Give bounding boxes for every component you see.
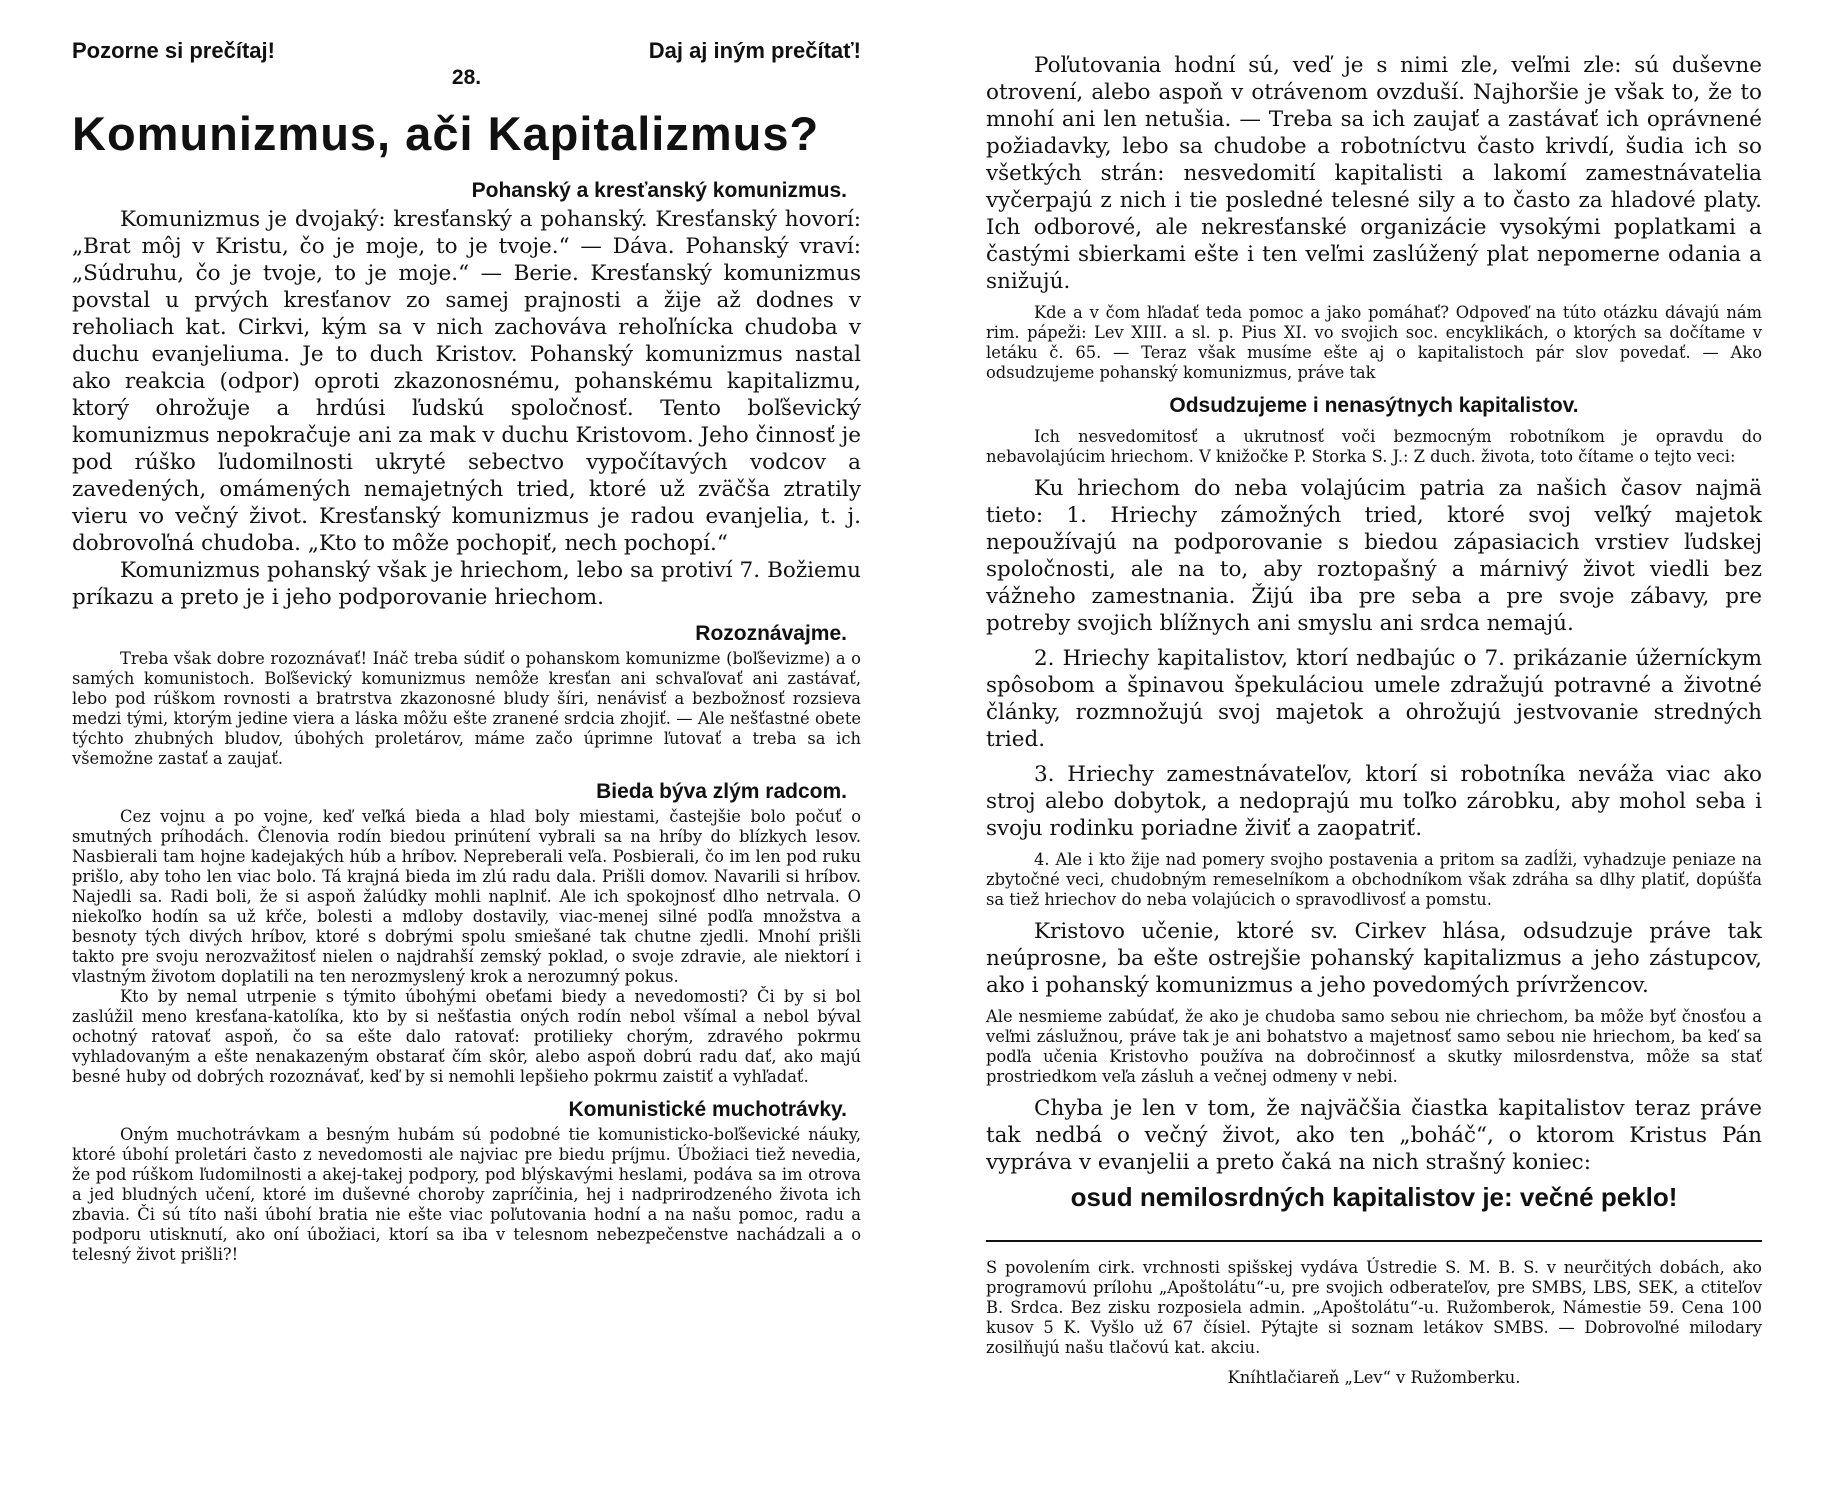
heading-poverty-bad-advisor: Bieda býva zlým radcom. xyxy=(596,780,847,803)
paragraph-mushrooms-story: Cez vojnu a po vojne, keď veľká bieda a hlad boly miestami, častejšie bolo počuť o smutných príhodách. Členovia rodín biedou prinútení vybrali sa na hríby do blízkych lesov. Nasbierali tam hojne kadejakých húb a hríbov. Nepreberali veľa. Posbierali, čo im len pod ruku prišlo, aby toho len viac bolo. Tá krajná bieda im zlú radu dala. Prišli domov. Navarili si hríbov. Najedli sa. Radi boli, že si aspoň žalúdky mohli naplniť. Ale ich spokojnosť dlho netrvala. O niekoľko hodín sa už kŕče, bolesti a mdloby dostavily, viac-menej silné podľa množstva a besnoty tých divých hríbov, ktoré s dobrými spolu smiešané tak chutne zjedli. Mnohí prišli takto pre svoju nerozvažitosť nielen o najdrahší zemský poklad, o svoje zdravie, ale niektorí i vlastným životom doplatili na ten nerozmyslený krok a nerozumný pokus. xyxy=(72,807,861,986)
heading-communist-toadstools: Komunistické muchotrávky. xyxy=(568,1098,847,1121)
paragraph-sin-employers: 3. Hriechy zamestnávateľov, ktorí si robotníka neváža viac ako stroj alebo dobytok, a nedoprajú mu toľko zárobku, aby mohol seba i svoju rodinku poriadne živiť a zaopatriť. xyxy=(986,762,1762,841)
leaflet-number: 28. xyxy=(451,66,482,89)
paragraph-fault: Chyba je len v tom, že najväčšia čiastka kapitalistov teraz práve tak nedbá o večný život, ako ten „boháč“, o ktorom Kristus Pán vypráva v evanjelii a preto čaká na nich strašný koniec: xyxy=(986,1096,1762,1175)
printer-imprint: Kníhtlačiareň „Lev“ v Ružomberku. xyxy=(1227,1368,1521,1387)
footer-divider xyxy=(986,1240,1762,1242)
top-line xyxy=(72,38,861,64)
paragraph-pagan-communism-sin: Komunizmus pohanský však je hriechom, lebo sa protiví 7. Božiemu príkazu a preto je i jeho podporovanie hriechom. xyxy=(72,558,861,610)
heading-distinguish: Rozoznávajme. xyxy=(695,622,847,645)
paragraph-sin-wealthy: Ku hriechom do neba volajúcim patria za našich časov najmä tieto: 1. Hriechy zámožných tried, ktoré svoj veľký majetok nepoužívajú na podporovanie s biedou zápasiacich vrstiev ľudskej spoločnosti, ale na to, aby roztopašný a márnivý život viedli bez vážneho zamestnania. Žijú iba pre seba a pre svoje zábavy, pre potreby svojich blížnych ani smyslu ani srdca nemajú. xyxy=(986,476,1762,636)
read-carefully-note: Pozorne si prečítaj! xyxy=(72,38,275,63)
final-statement: osud nemilosrdných kapitalistov je: večné peklo! xyxy=(1070,1182,1678,1212)
paragraph-poverty-wealth: Ale nesmieme zabúdať, že ako je chudoba samo sebou nie chriechom, ba môže byť čnosťou a veľmi záslužnou, práve tak je ani bohatstvo a majetnosť samo sebou nie hriechom, ba keď sa podľa učenia Kristovho používa na dobročinnosť a skutky milosrdenstva, môže sa stať prostriedkom veľa zásluh a večnej odmeny v nebi. xyxy=(986,1007,1762,1086)
heading-pagan-christian-communism: Pohanský a kresťanský komunizmus. xyxy=(471,179,847,202)
publisher-note: S povolením cirk. vrchnosti spišskej vydáva Ústredie S. M. B. S. v neurčitých dobách, ako programovú prílohu „Apoštolátu“-u, pre svojich odberateľov, pre SMBS, LBS, SEK, a ctiteľov B. Srdca. Bez zisku rozposiela admin. „Apoštolátu“-u. Ružomberok, Námestie 59. Cena 100 kusov 5 K. Vyšlo už 67 čísiel. Pýtajte si soznam letákov SMBS. — Dobrovoľné milodary zosilňujú našu tlačovú kat. akciu. xyxy=(986,1258,1762,1357)
page-title: Komunizmus, ači Kapitalizmus? xyxy=(72,107,820,160)
paragraph-toadstools: Oným muchotrávkam a besným hubám sú podobné tie komunisticko-boľševické náuky, ktoré úbohí proletári často z nevedomosti ale najviac pre biedu príjmu. Úbožiaci tiež nevedia, že pod rúškom ľudomilnosti a akej-takej podpory, pod blýskavými heslami, podáva sa im otrova a jed bludných učení, ktoré im duševné choroby zapríčinia, hej i nadprirodzeného života ich zbavia. Či sú títo naši úbohí bratia nie ešte viac poľutovania hodní a na našu pomoc, radu a podporu utisknutí, ako oní úbožiaci, ktorí sa iba v telesnom nebezpečenstve nachádzali a o telesný život prišli?! xyxy=(72,1125,861,1264)
paragraph-sin-debt: 4. Ale i kto žije nad pomery svojho postavenia a pritom sa zadĺži, vyhadzuje peniaze na zbytočné veci, chudobným remeselníkom a obchodníkom však zdráha sa dlhy platiť, dopúšťa sa tiež hriechov do neba volajúcich o spravodlivosť a pomstu. xyxy=(986,850,1762,909)
paragraph-distinguish: Treba však dobre rozoznávať! Ináč treba súdiť o pohanskom komunizme (boľševizme) a o samých komunistoch. Boľševický komunizmus nemôže kresťan ani schvaľovať ani zastávať, lebo pod rúškom rovnosti a bratrstva zkazonosné bludy šíri, nenávisť a bezbožnosť rozsieva medzi tými, ktorým jedine viera a láska môžu ešte zranené srdcia zhojiť. — Ale nešťastné obete týchto zhubných bludov, úbohých proletárov, máme začo úprimne ľutovať a treba sa ich všemožne zastať a zaujať. xyxy=(72,649,861,768)
paragraph-christ-teaching: Kristovo učenie, ktoré sv. Cirkev hlása, odsudzuje práve tak neúprosne, ba ešte ostrejšie pohanský kapitalizmus a jeho zástupcov, ako i pohanský komunizmus a jeho povedomých prívržencov. xyxy=(986,919,1762,998)
paragraph-pity-worthy: Poľutovania hodní sú, veď je s nimi zle, veľmi zle: sú duševne otrovení, alebo aspoň v otrávenom ovzduší. Najhoršie je však to, že to mnohí ani len netušia. — Treba sa ich zaujať a zastávať ich oprávnené požiadavky, lebo sa chudobe a robotníctvu často krivdí, šudia ich so všetkých strán: nesvedomití kapitalisti a lakomí zamestnávatelia vyčerpajú z nich i tie posledné telesné sily a to často za hladové platy. Ich odborové, ale nekresťanské organizácie vysokými poplatkami a častými sbierkami ešte i ten veľmi zaslúžený plat nepomerne odania a snižujú. xyxy=(986,53,1762,294)
paragraph-victims-compassion: Kto by nemal utrpenie s týmito úbohými obeťami biedy a nevedomosti? Či by si bol zaslúžil meno kresťana-katolíka, kto by si nešťastia oných rodín nebol všímal a nebol býval ochotný ratovať aspoň, čo sa ešte dalo ratovať: protilieky chorým, zdravého pokrmu vyhladovaným a ešte nenakazeným obstarať čím skôr, alebo aspoň dobrú radu dať, ako majú besné huby od dobrých rozoznávať, keď by si nemohli lepšieho pokrmu zaistiť a vyhľadať. xyxy=(72,987,861,1086)
paragraph-cruelty: Ich nesvedomitosť a ukrutnosť voči bezmocným robotníkom je opravdu do nebavolajúcim hriechom. V knižočke P. Storka S. J.: Z duch. života, toto čítame o tejto veci: xyxy=(986,427,1762,466)
right-page xyxy=(916,0,1832,1500)
paragraph-sin-capitalists: 2. Hriechy kapitalistov, ktorí nedbajúc o 7. prikázanie úžerníckym spôsobom a špinavou špekuláciou umele zdražujú potravné a životné články, rozmnožujú svoj majetok a ohrožujú jestvovanie stredných tried. xyxy=(986,646,1762,752)
paragraph-communism-types: Komunizmus je dvojaký: kresťanský a pohanský. Kresťanský hovorí: „Brat môj v Kristu, čo je moje, to je tvoje.“ — Dáva. Pohanský vraví: „Súdruhu, čo je tvoje, to je moje.“ — Berie. Kresťanský komunizmus povstal u prvých kresťanov zo samej prajnosti a žije až dodnes v reholiach kat. Cirkvi, kým sa v nich zachováva rehoľnícka chudoba v duchu evanjeliuma. Je to duch Kristov. Pohanský komunizmus nastal ako reakcia (odpor) oproti zkazonosnému, pohanskému kapitalizmu, ktorý ohrožuje a hrdúsi ľudskú spoločnosť. Tento boľševický komunizmus nepokračuje ani za mak v duchu Kristovom. Jeho činnosť je pod rúško ľudomilnosti ukryté sebectvo vypočítavých vodcov a zavedených, omámených nemajetných tried, ktoré už zväčša ztratily vieru vo večný život. Kresťanský komunizmus je radou evanjelia, t. j. dobrovoľná chudoba. „Kto to môže pochopiť, nech pochopí.“ xyxy=(72,207,861,556)
paragraph-where-help: Kde a v čom hľadať teda pomoc a jako pomáhať? Odpoveď na túto otázku dávajú nám rim. pápeži: Lev XIII. a sl. p. Pius XI. vo svojich soc. encyklikách, o ktorých sa dočítame v letáku č. 65. — Teraz však musíme ešte aj o kapitalistoch pár slov povedať. — Ako odsudzujeme pohanský komunizmus, práve tak xyxy=(986,303,1762,382)
heading-condemn-capitalists: Odsudzujeme i nenasýtnych kapitalistov. xyxy=(1169,394,1579,417)
share-note: Daj aj iným prečítať! xyxy=(648,38,861,63)
